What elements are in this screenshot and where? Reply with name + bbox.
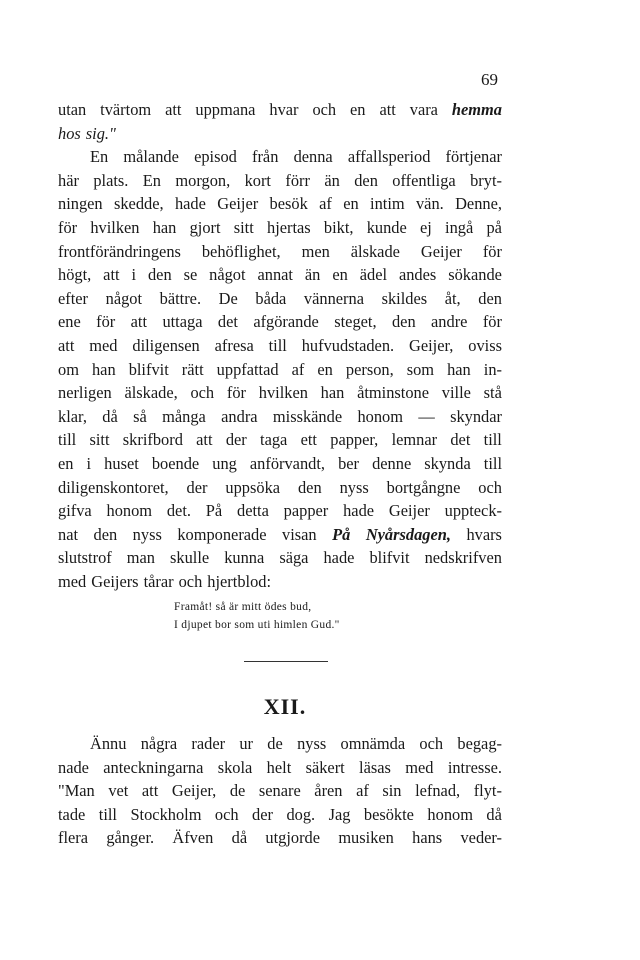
- verse-quote: [174, 598, 340, 634]
- word: han: [91, 359, 116, 379]
- word: efter: [58, 288, 89, 308]
- word: blifvit: [369, 548, 410, 568]
- word: gifva: [58, 501, 92, 521]
- word: person,: [345, 359, 394, 379]
- text-line: [58, 523, 502, 547]
- word: "Man: [58, 781, 95, 801]
- word: slutstrof: [58, 548, 112, 568]
- word: veder-: [460, 828, 502, 848]
- word: bikt,: [323, 217, 354, 237]
- word: begag-: [457, 734, 502, 753]
- word: att: [130, 312, 148, 332]
- word: bryt-: [470, 170, 502, 190]
- word: det.: [166, 501, 191, 521]
- word: då: [486, 804, 502, 824]
- word: besök: [269, 194, 308, 214]
- text-line: [58, 169, 502, 193]
- word: kunna: [224, 548, 265, 568]
- word: hvilken: [258, 383, 308, 403]
- word: af: [291, 359, 305, 379]
- word: för: [226, 383, 246, 403]
- word: De: [218, 288, 238, 308]
- word: uttaga: [162, 312, 203, 332]
- word: läsas: [359, 757, 391, 777]
- section-divider: [244, 661, 328, 662]
- word: för: [482, 312, 502, 332]
- word: Äfven: [172, 828, 214, 848]
- word: uppsöka: [225, 477, 281, 497]
- word: ene: [58, 312, 81, 332]
- word: uppteck-: [444, 501, 502, 521]
- word: detta: [237, 501, 269, 521]
- word: nerligen: [58, 383, 112, 403]
- text-line: [58, 779, 502, 803]
- word: hade: [343, 501, 375, 521]
- word: skulle: [170, 548, 210, 568]
- word: intresse.: [447, 757, 502, 777]
- word: Geijer,: [409, 335, 454, 355]
- word: ville: [441, 383, 471, 403]
- word: episod: [194, 147, 237, 167]
- word: kunde: [366, 217, 407, 237]
- word: till: [98, 804, 117, 824]
- word: På: [332, 524, 351, 544]
- text-line: [58, 476, 502, 500]
- word: då: [231, 828, 248, 848]
- word: besökte: [363, 804, 414, 824]
- word: sin: [382, 781, 402, 801]
- word: åren: [314, 781, 343, 801]
- word: vet: [108, 781, 129, 801]
- word: anförvandt,: [249, 453, 326, 473]
- word: en: [350, 100, 366, 119]
- word: med: [405, 757, 434, 777]
- word: diligenskontoret,: [58, 477, 169, 497]
- word: båda: [255, 288, 287, 308]
- word: för: [96, 312, 116, 332]
- word: denna: [293, 147, 333, 167]
- text-line: [58, 98, 502, 122]
- word: En: [142, 170, 161, 190]
- word: der: [225, 430, 247, 450]
- word: med: [89, 335, 118, 355]
- text-line: [58, 546, 502, 570]
- word: att: [165, 100, 182, 119]
- word: säga: [279, 548, 309, 568]
- word: hade: [174, 194, 206, 214]
- text-line: [58, 358, 502, 382]
- text-line: [58, 145, 502, 169]
- word: i: [86, 453, 92, 473]
- word: En: [90, 147, 109, 167]
- word: åt,: [444, 288, 461, 308]
- word: sitt: [89, 430, 110, 450]
- word: hade: [323, 548, 355, 568]
- word: misskände: [272, 406, 343, 426]
- word: till: [483, 430, 502, 450]
- chapter-heading: XII.: [263, 694, 307, 719]
- word: så: [133, 406, 147, 426]
- word: stå: [483, 383, 502, 403]
- word: till: [268, 335, 287, 355]
- word: afresa: [214, 335, 254, 355]
- word: sig.": [85, 123, 116, 143]
- word: som: [406, 359, 435, 379]
- word: förr: [285, 170, 310, 190]
- word: till: [483, 453, 502, 473]
- text-line: [58, 428, 502, 452]
- word: andra: [221, 406, 258, 426]
- word: affallsperiod: [347, 147, 431, 167]
- word: uppfattad: [216, 359, 279, 379]
- word: diligensen: [132, 335, 200, 355]
- word: nyss: [339, 477, 369, 497]
- word: ej: [419, 217, 432, 237]
- word: hos: [58, 123, 81, 143]
- word: säkert: [305, 757, 345, 777]
- word: bättre.: [159, 288, 202, 308]
- word: gånger.: [106, 828, 155, 848]
- word: skola: [217, 757, 253, 777]
- word: många: [162, 406, 206, 426]
- word: vän.: [415, 194, 444, 214]
- word: än: [304, 265, 321, 285]
- word: vara: [409, 100, 438, 119]
- word: morgon,: [175, 170, 231, 190]
- word: den: [93, 524, 118, 544]
- word: blifvit: [128, 359, 169, 379]
- word: en: [317, 359, 333, 379]
- word: från: [252, 147, 279, 167]
- word: nade: [58, 757, 89, 777]
- word: honom: [106, 501, 153, 521]
- word: annat: [257, 265, 293, 285]
- text-line: [58, 381, 502, 405]
- word: oviss: [468, 335, 502, 355]
- text-line: [58, 452, 502, 476]
- word: att: [103, 265, 120, 285]
- word: att: [379, 100, 396, 119]
- word: hvars: [466, 524, 502, 544]
- text-line: [58, 122, 502, 146]
- word: och: [478, 477, 502, 497]
- word: ett: [300, 430, 317, 450]
- word: dog.: [286, 804, 316, 824]
- word: visan: [282, 524, 317, 544]
- word: den: [297, 477, 322, 497]
- word: denne: [372, 453, 412, 473]
- word: —: [418, 406, 435, 426]
- word: några: [140, 734, 178, 753]
- word: och: [178, 571, 203, 591]
- word: in-: [483, 359, 502, 379]
- word: omnämda: [340, 734, 406, 753]
- text-line: [58, 310, 502, 334]
- word: skildes: [381, 288, 428, 308]
- word: huset: [104, 453, 139, 473]
- page-number: 69: [481, 70, 498, 89]
- word: Denne,: [455, 194, 502, 214]
- word: skrifbord: [122, 430, 183, 450]
- word: På: [205, 501, 223, 521]
- text-line: [58, 263, 502, 287]
- word: ur: [239, 734, 254, 753]
- word: der: [252, 804, 273, 824]
- word: andre: [431, 312, 468, 332]
- word: komponerade: [177, 524, 267, 544]
- word: honom: [357, 406, 403, 426]
- word: en: [58, 453, 74, 473]
- text-line: [58, 732, 502, 756]
- word: steget,: [334, 312, 377, 332]
- word: papper,: [330, 430, 379, 450]
- word: i: [131, 265, 137, 285]
- word: hjertblod:: [207, 571, 272, 591]
- text-line: [58, 240, 502, 264]
- word: man: [126, 548, 155, 568]
- word: uppmana: [195, 100, 256, 119]
- word: hans: [412, 828, 443, 848]
- word: åtminstone: [357, 383, 430, 403]
- word: ingå: [445, 217, 474, 237]
- text-line: [58, 192, 502, 216]
- word: ädel: [359, 265, 388, 285]
- word: kort: [244, 170, 271, 190]
- word: klar,: [58, 406, 87, 426]
- word: intim: [370, 194, 405, 214]
- word: ningen: [58, 194, 103, 214]
- word: han: [447, 359, 471, 379]
- word: hjertas: [267, 217, 311, 237]
- word: och: [419, 734, 444, 753]
- word: sitt: [233, 217, 254, 237]
- word: det: [450, 430, 471, 450]
- word: och: [190, 383, 215, 403]
- word: afgörande: [253, 312, 319, 332]
- word: de: [229, 781, 246, 801]
- word: till: [58, 430, 77, 450]
- word: andes: [398, 265, 437, 285]
- text-line: [58, 499, 502, 523]
- word: skynda: [424, 453, 471, 473]
- word: ber: [338, 453, 360, 473]
- word: att: [196, 430, 213, 450]
- word: se: [183, 265, 198, 285]
- word: anteckningarna: [103, 757, 204, 777]
- word: Geijers: [91, 571, 139, 591]
- word: målande: [123, 147, 179, 167]
- word: utan: [58, 100, 87, 119]
- word: nyss: [132, 524, 162, 544]
- word: Nyårsdagen,: [365, 524, 451, 544]
- word: att: [58, 335, 75, 355]
- word: bortgångne: [386, 477, 461, 497]
- word: han: [320, 383, 345, 403]
- paragraph-2: [58, 732, 502, 850]
- word: att: [141, 781, 159, 801]
- text-line: [58, 756, 502, 780]
- word: här: [58, 170, 79, 190]
- word: boende: [151, 453, 200, 473]
- word: för: [58, 217, 78, 237]
- word: och: [312, 100, 337, 119]
- text-line: [58, 570, 502, 594]
- word: behöflighet,: [201, 241, 281, 261]
- word: tårar: [143, 571, 174, 591]
- word: den: [391, 312, 416, 332]
- text-line: [58, 334, 502, 358]
- word: rätt: [181, 359, 204, 379]
- word: flera: [58, 828, 89, 848]
- word: helt: [266, 757, 292, 777]
- word: skedde,: [113, 194, 164, 214]
- word: af: [319, 194, 332, 214]
- word: en: [343, 194, 359, 214]
- word: förtjenar: [445, 147, 502, 167]
- word: en: [332, 265, 348, 285]
- word: Geijer,: [171, 781, 217, 801]
- word: hvar: [269, 100, 299, 119]
- word: gjort: [189, 217, 221, 237]
- word: det: [217, 312, 238, 332]
- word: Stockholm: [130, 804, 202, 824]
- word: något: [105, 288, 143, 308]
- word: för: [482, 241, 502, 261]
- word: Ännu: [90, 734, 127, 753]
- word: Geijer: [388, 501, 430, 521]
- word: der: [186, 477, 208, 497]
- text-line: [58, 826, 502, 850]
- word: på: [486, 217, 502, 237]
- text-line: [58, 803, 502, 827]
- word: utgjorde: [265, 828, 321, 848]
- word: den: [147, 265, 172, 285]
- word: af: [356, 781, 369, 801]
- word: hufvudstaden.: [301, 335, 395, 355]
- verse-line-2: I djupet bor som uti himlen Gud.": [174, 619, 340, 631]
- word: men: [301, 241, 330, 261]
- word: den: [478, 288, 502, 308]
- word: de: [267, 734, 283, 753]
- word: tvärtom: [100, 100, 152, 119]
- word: senare: [258, 781, 301, 801]
- word: om: [58, 359, 79, 379]
- word: frontförändringens: [58, 241, 181, 261]
- word: sökande: [448, 265, 502, 285]
- word: hemma: [451, 100, 502, 119]
- text-line: [58, 405, 502, 429]
- word: vännerna: [303, 288, 364, 308]
- word: taga: [260, 430, 288, 450]
- word: nedskrifven: [424, 548, 502, 568]
- verse-line-1: Framåt! så är mitt ödes bud,: [174, 601, 312, 613]
- word: han: [152, 217, 177, 237]
- word: rader: [191, 734, 226, 753]
- word: nyss: [297, 734, 327, 753]
- word: skyndar: [450, 406, 502, 426]
- word: ung: [212, 453, 237, 473]
- word: med: [58, 571, 87, 591]
- word: offentliga: [392, 170, 456, 190]
- word: Geijer: [217, 194, 259, 214]
- word: hvilken: [90, 217, 140, 237]
- word: tade: [58, 804, 86, 824]
- word: Jag: [328, 804, 351, 824]
- word: plats.: [93, 170, 129, 190]
- word: den: [354, 170, 378, 190]
- paragraph-1: [58, 98, 502, 593]
- word: Geijer: [420, 241, 462, 261]
- word: än: [324, 170, 340, 190]
- text-line: [58, 216, 502, 240]
- word: älskade: [350, 241, 400, 261]
- word: något: [209, 265, 246, 285]
- word: flyt-: [473, 781, 502, 801]
- text-line: [58, 287, 502, 311]
- word: lemnar: [391, 430, 438, 450]
- word: älskade,: [124, 383, 178, 403]
- word: och: [214, 804, 239, 824]
- word: lefnad,: [415, 781, 461, 801]
- word: högt,: [58, 265, 92, 285]
- word: då: [102, 406, 118, 426]
- word: honom: [427, 804, 473, 824]
- word: musiken: [338, 828, 394, 848]
- word: nat: [58, 524, 79, 544]
- word: papper: [283, 501, 329, 521]
